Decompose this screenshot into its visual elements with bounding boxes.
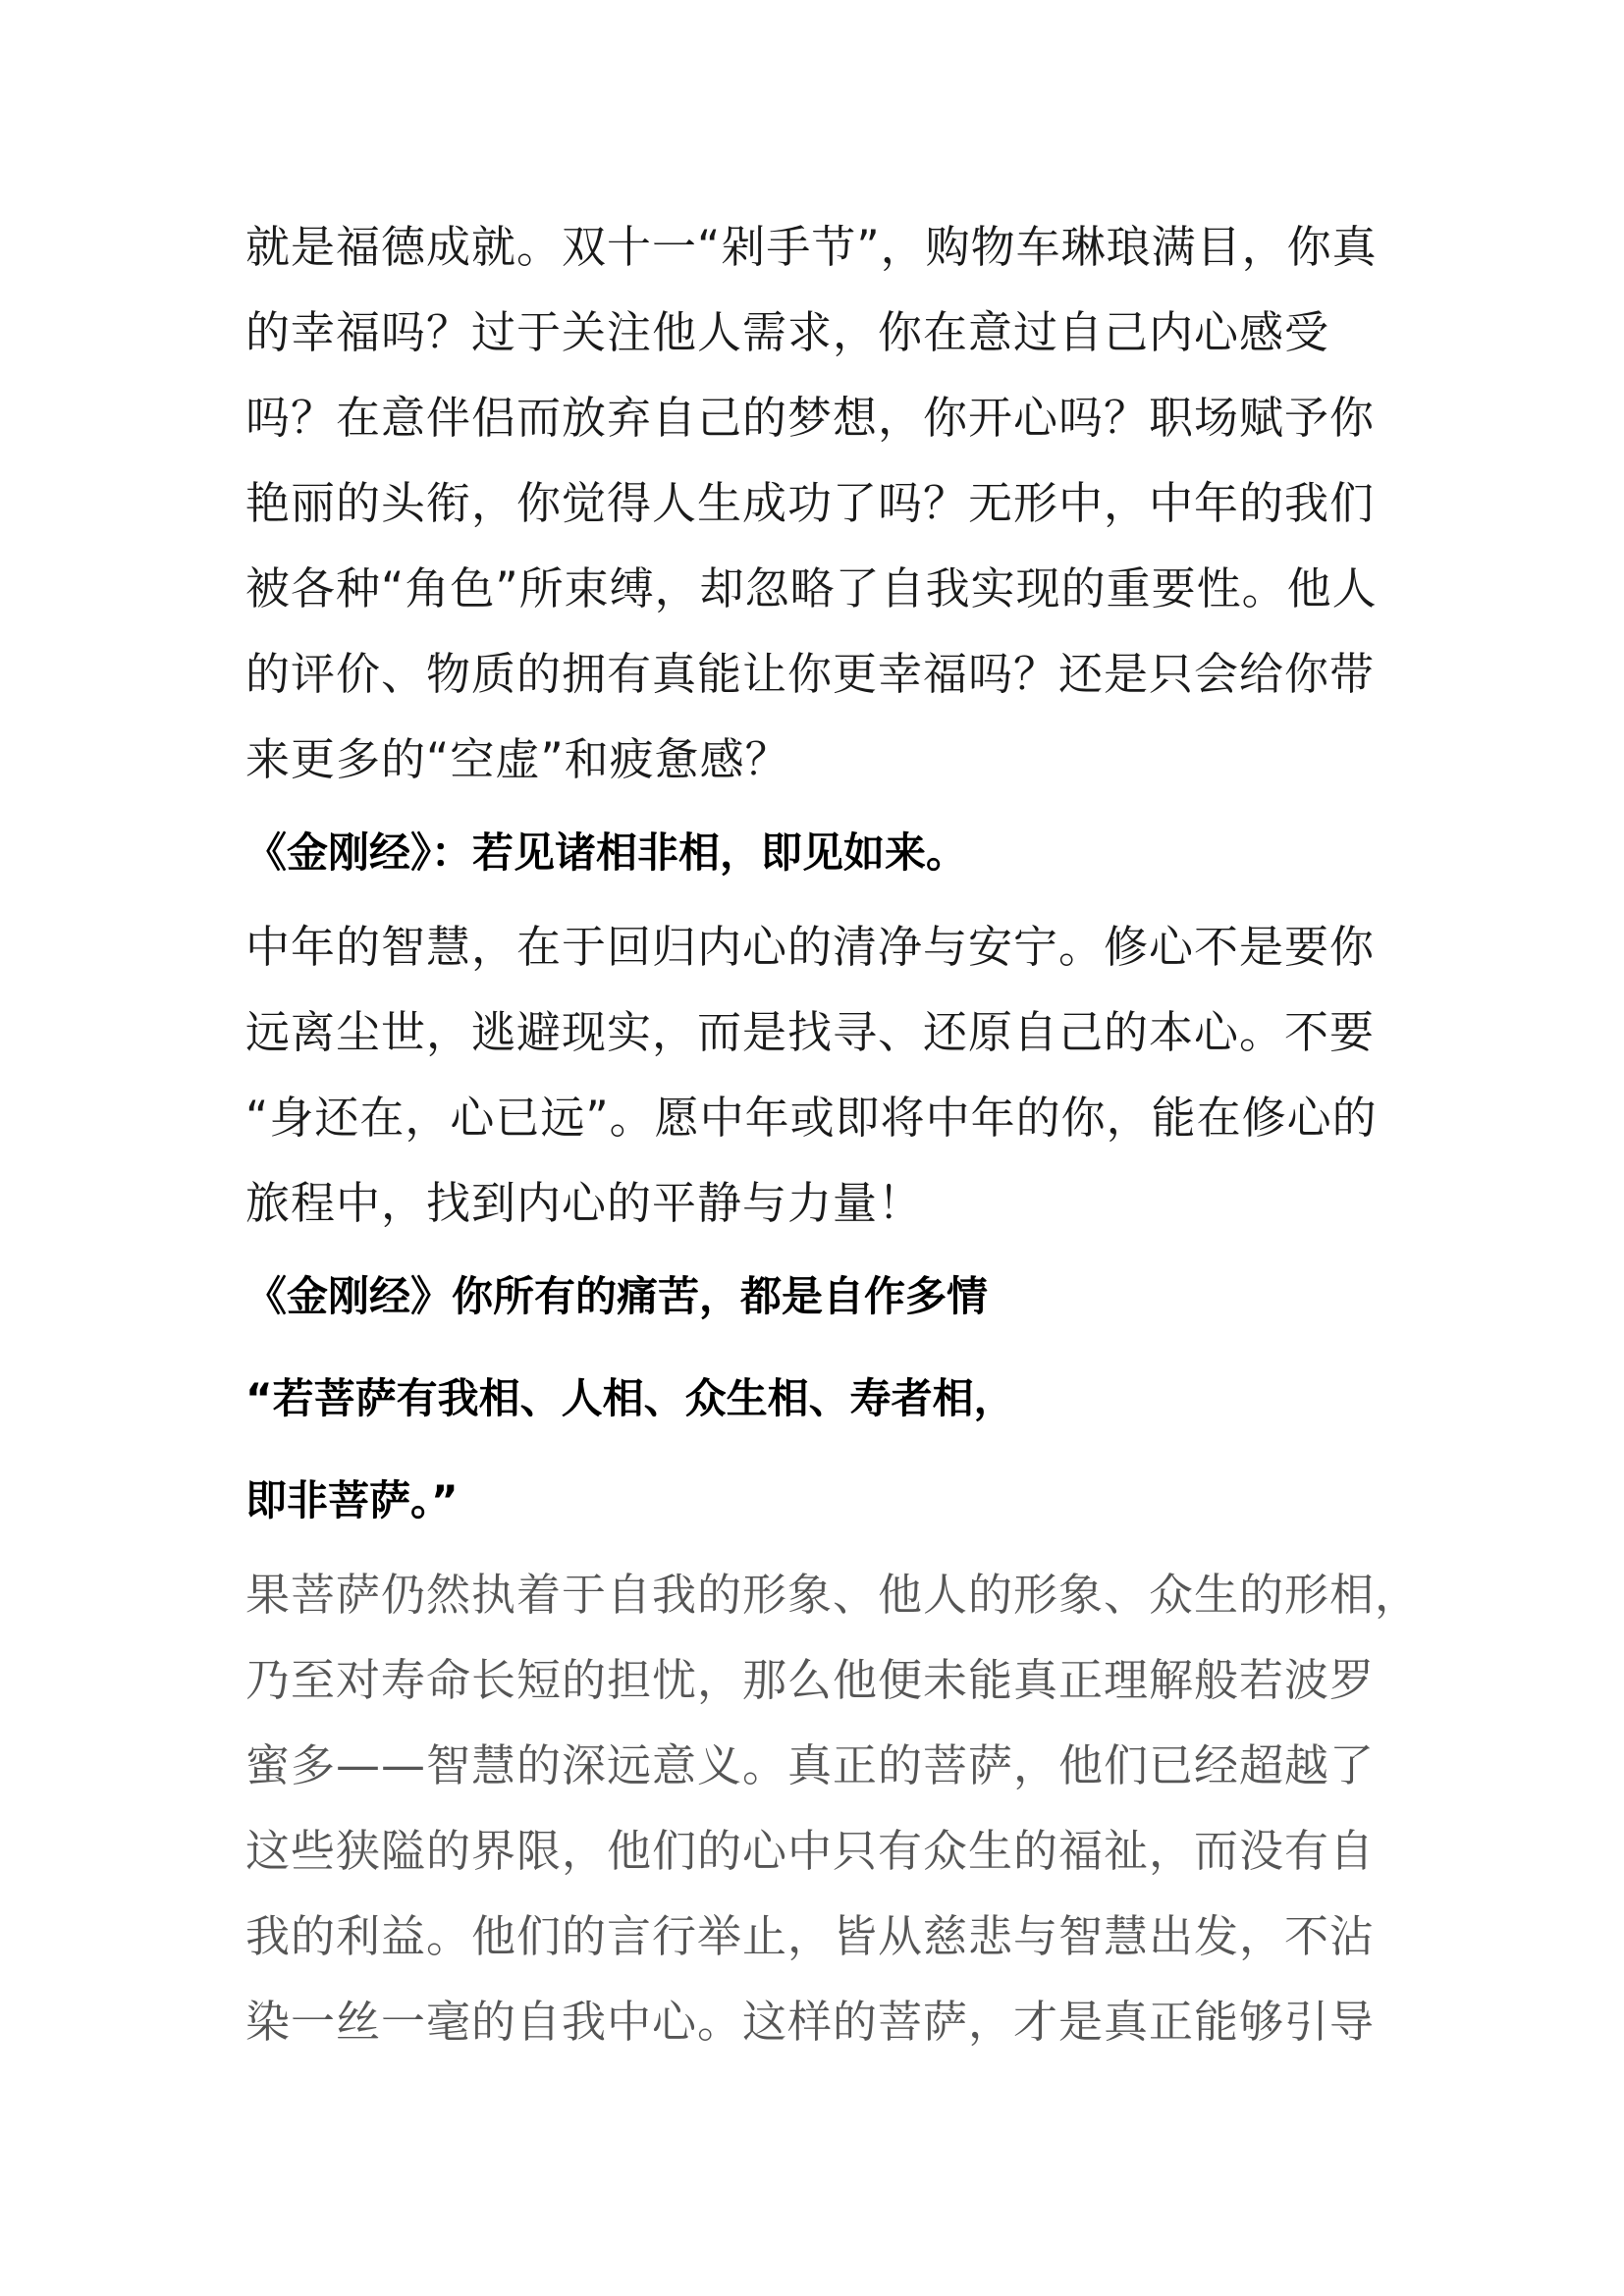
text-line: 我的利益。他们的言行举止，皆从慈悲与智慧出发，不沾 — [245, 1910, 1376, 1962]
paragraph-midlife-wisdom — [245, 904, 1384, 1246]
text-line: 来更多的“空虚”和疲惫感？ — [245, 733, 790, 785]
text-line: “身还在，心已远”。愿中年或即将中年的你，能在修心的 — [245, 1092, 1378, 1144]
text-line: 乃至对寿命长短的担忧，那么他便未能真正理解般若波罗 — [245, 1654, 1376, 1706]
text-line: 蜜多——智慧的深远意义。真正的菩萨，他们已经超越了 — [245, 1739, 1376, 1791]
heading-bodhisattva-quote-line-2: 即非菩萨。” — [245, 1476, 459, 1524]
text-line: 吗？在意伴侣而放弃自己的梦想，你开心吗？职场赋予你 — [245, 392, 1376, 444]
text-line: 这些狭隘的界限，他们的心中只有众生的福祉，而没有自 — [245, 1825, 1376, 1877]
text-line: 旅程中，找到内心的平静与力量！ — [245, 1177, 924, 1229]
document-page — [245, 204, 1421, 2064]
heading-diamond-sutra-quote-1: 《金刚经》：若见诸相非相，即见如来。 — [245, 828, 968, 877]
heading-diamond-sutra-quote-2: 《金刚经》你所有的痛苦，都是自作多情 — [245, 1272, 989, 1320]
text-line: 中年的智慧，在于回归内心的清净与安宁。修心不是要你 — [245, 921, 1376, 973]
text-line: 染一丝一毫的自我中心。这样的菩萨，才是真正能够引导 — [245, 1996, 1376, 2048]
text-line: 的评价、物质的拥有真能让你更幸福吗？还是只会给你带 — [245, 648, 1376, 700]
text-line: 果菩萨仍然执着于自我的形象、他人的形象、众生的形相， — [245, 1569, 1421, 1621]
text-line: 被各种“角色”所束缚，却忽略了自我实现的重要性。他人 — [245, 562, 1378, 614]
paragraph-bodhisattva-explanation — [245, 1552, 1421, 2064]
text-line: 远离尘世，逃避现实，而是找寻、还原自己的本心。不要 — [245, 1006, 1376, 1058]
text-line: 就是福德成就。双十一“剁手节”，购物车琳琅满目，你真 — [245, 221, 1378, 273]
heading-bodhisattva-quote-line-1: “若菩萨有我相、人相、众生相、寿者相， — [245, 1374, 1015, 1422]
text-line: 艳丽的头衔，你觉得人生成功了吗？无形中，中年的我们 — [245, 477, 1376, 529]
text-line: 的幸福吗？过于关注他人需求，你在意过自己内心感受 — [245, 306, 1330, 358]
paragraph-consumerism-reflection — [245, 204, 1384, 802]
